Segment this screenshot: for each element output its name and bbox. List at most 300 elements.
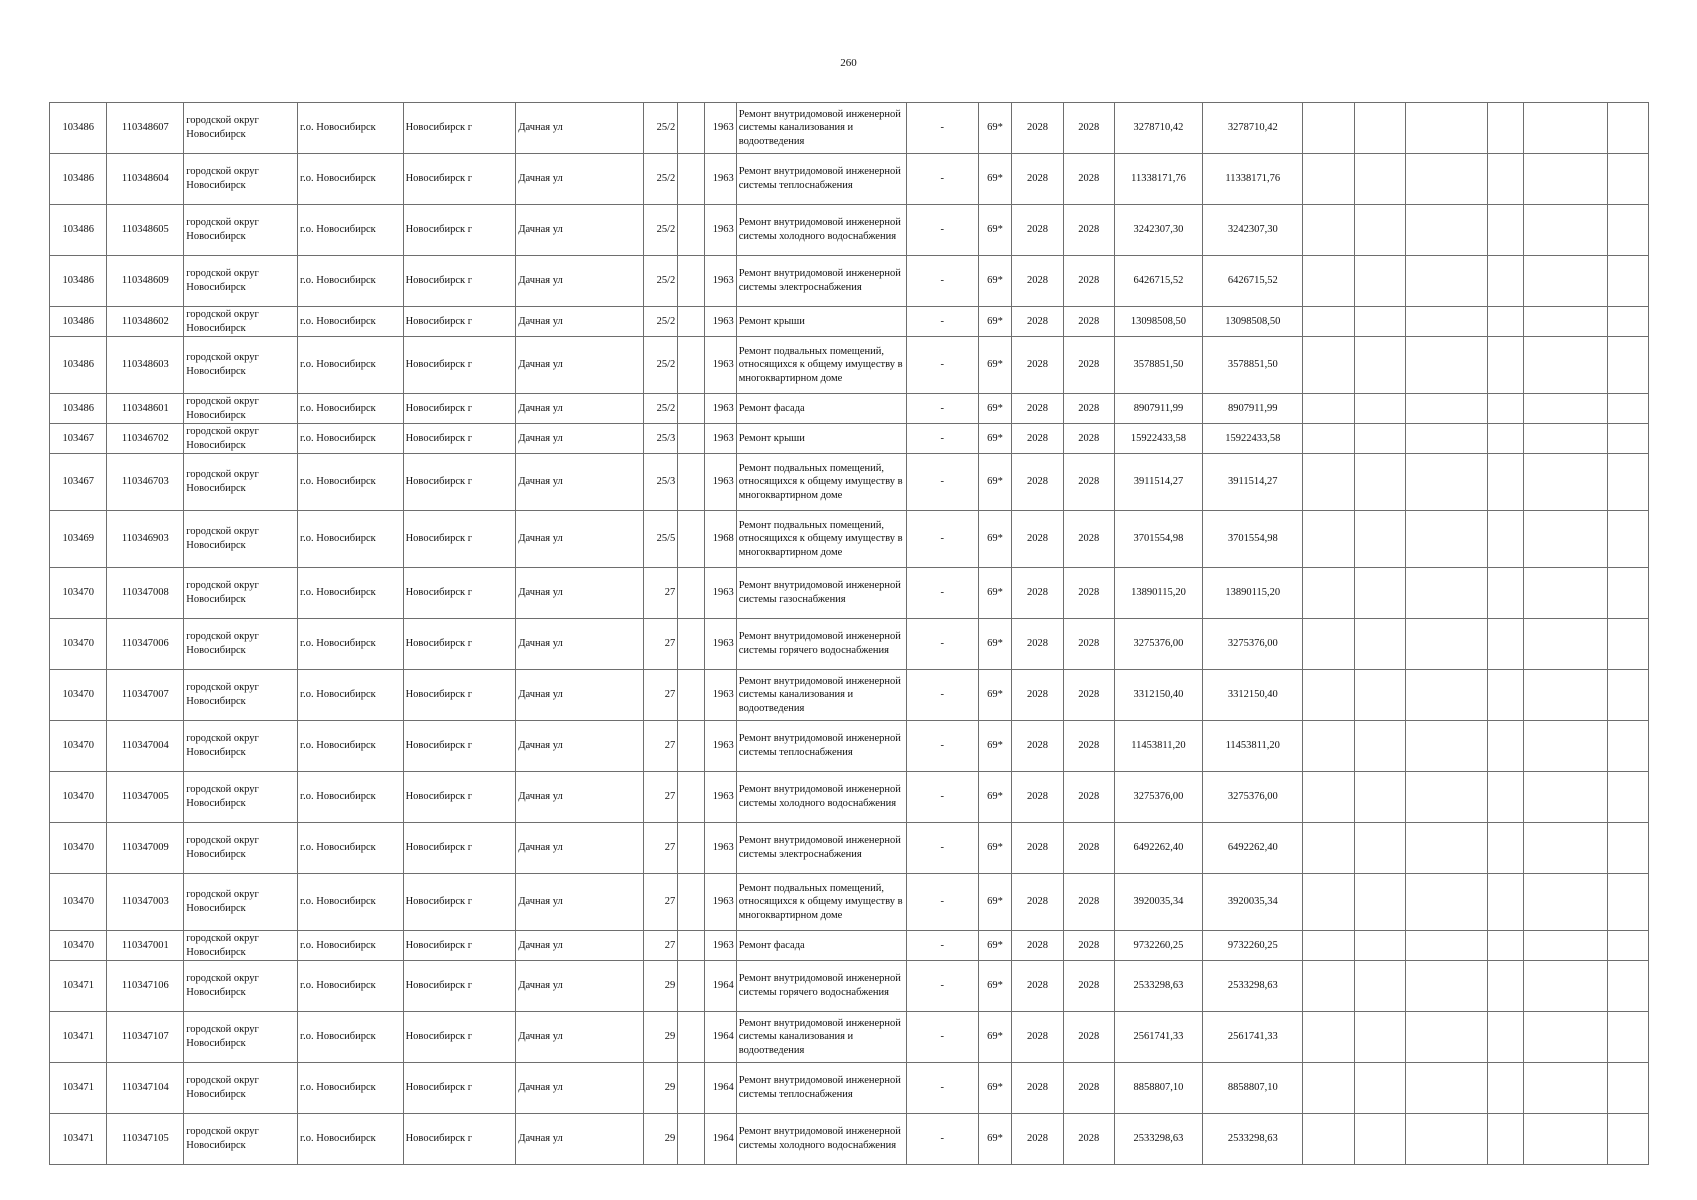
cell-code: 110347004 (107, 721, 184, 772)
cell-empty (1607, 511, 1648, 568)
cell-empty (1303, 961, 1354, 1012)
cell-empty (1607, 337, 1648, 394)
table-row (50, 1114, 1649, 1165)
cell-year-to: 2028 (1063, 931, 1114, 961)
cell-year-to: 2028 (1063, 454, 1114, 511)
cell-year-to: 2028 (1063, 670, 1114, 721)
cell-street: Дачная ул (516, 1012, 644, 1063)
cell-house: 27 (644, 931, 678, 961)
cell-code: 110347106 (107, 961, 184, 1012)
cell-house: 25/5 (644, 511, 678, 568)
cell-dash: - (906, 721, 978, 772)
cell-municipality: городской округ Новосибирск (184, 256, 298, 307)
cell-id: 103470 (50, 823, 107, 874)
cell-dash: - (906, 874, 978, 931)
cell-house: 25/2 (644, 307, 678, 337)
cell-locality: Новосибирск г (403, 931, 516, 961)
cell-extra (678, 454, 705, 511)
cell-pct: 69* (978, 931, 1012, 961)
cell-code: 110347107 (107, 1012, 184, 1063)
cell-locality: Новосибирск г (403, 1012, 516, 1063)
cell-empty (1303, 337, 1354, 394)
cell-pct: 69* (978, 394, 1012, 424)
cell-empty (1607, 568, 1648, 619)
cell-house: 29 (644, 1114, 678, 1165)
cell-dash: - (906, 394, 978, 424)
cell-empty (1523, 568, 1607, 619)
cell-municipality: городской округ Новосибирск (184, 874, 298, 931)
cell-empty (1354, 205, 1405, 256)
cell-empty (1487, 961, 1523, 1012)
cell-district: г.о. Новосибирск (298, 511, 404, 568)
table-row (50, 337, 1649, 394)
cell-year: 1963 (704, 874, 736, 931)
cell-empty (1487, 823, 1523, 874)
cell-empty (1487, 256, 1523, 307)
cell-municipality: городской округ Новосибирск (184, 307, 298, 337)
cell-empty (1523, 424, 1607, 454)
cell-cost-total: 8907911,99 (1203, 394, 1303, 424)
cell-year-from: 2028 (1012, 772, 1063, 823)
cell-year: 1963 (704, 424, 736, 454)
cell-house: 27 (644, 772, 678, 823)
cell-year: 1963 (704, 205, 736, 256)
cell-district: г.о. Новосибирск (298, 931, 404, 961)
cell-id: 103486 (50, 103, 107, 154)
cell-cost-total: 9732260,25 (1203, 931, 1303, 961)
cell-empty (1354, 337, 1405, 394)
cell-empty (1523, 1063, 1607, 1114)
cell-code: 110347003 (107, 874, 184, 931)
cell-year-from: 2028 (1012, 103, 1063, 154)
cell-year: 1963 (704, 154, 736, 205)
cell-street: Дачная ул (516, 772, 644, 823)
cell-year-from: 2028 (1012, 205, 1063, 256)
cell-empty (1607, 931, 1648, 961)
cell-cost: 3920035,34 (1114, 874, 1202, 931)
cell-street: Дачная ул (516, 337, 644, 394)
cell-work: Ремонт внутридомовой инженерной системы горячего водоснабжения (736, 961, 906, 1012)
cell-cost: 8907911,99 (1114, 394, 1202, 424)
cell-year-to: 2028 (1063, 1063, 1114, 1114)
cell-empty (1405, 874, 1487, 931)
cell-extra (678, 961, 705, 1012)
cell-house: 25/3 (644, 424, 678, 454)
cell-pct: 69* (978, 337, 1012, 394)
cell-year-from: 2028 (1012, 424, 1063, 454)
cell-code: 110347001 (107, 931, 184, 961)
cell-pct: 69* (978, 619, 1012, 670)
cell-pct: 69* (978, 1114, 1012, 1165)
cell-year-from: 2028 (1012, 670, 1063, 721)
cell-empty (1354, 1012, 1405, 1063)
cell-municipality: городской округ Новосибирск (184, 568, 298, 619)
cell-code: 110347008 (107, 568, 184, 619)
cell-cost-total: 2533298,63 (1203, 1114, 1303, 1165)
cell-locality: Новосибирск г (403, 1063, 516, 1114)
cell-year-to: 2028 (1063, 103, 1114, 154)
cell-municipality: городской округ Новосибирск (184, 154, 298, 205)
cell-empty (1303, 1114, 1354, 1165)
cell-district: г.о. Новосибирск (298, 721, 404, 772)
cell-house: 27 (644, 619, 678, 670)
cell-empty (1354, 670, 1405, 721)
cell-empty (1405, 931, 1487, 961)
cell-locality: Новосибирск г (403, 205, 516, 256)
cell-id: 103486 (50, 337, 107, 394)
cell-pct: 69* (978, 568, 1012, 619)
table-row (50, 103, 1649, 154)
cell-empty (1487, 307, 1523, 337)
cell-empty (1354, 103, 1405, 154)
cell-district: г.о. Новосибирск (298, 568, 404, 619)
cell-empty (1405, 568, 1487, 619)
cell-district: г.о. Новосибирск (298, 1012, 404, 1063)
cell-cost: 2533298,63 (1114, 1114, 1202, 1165)
cell-empty (1607, 424, 1648, 454)
cell-empty (1607, 256, 1648, 307)
cell-empty (1303, 256, 1354, 307)
cell-municipality: городской округ Новосибирск (184, 721, 298, 772)
cell-cost-total: 3275376,00 (1203, 772, 1303, 823)
cell-work: Ремонт внутридомовой инженерной системы теплоснабжения (736, 154, 906, 205)
cell-pct: 69* (978, 772, 1012, 823)
cell-empty (1487, 103, 1523, 154)
cell-id: 103471 (50, 1114, 107, 1165)
cell-district: г.о. Новосибирск (298, 874, 404, 931)
cell-house: 25/2 (644, 256, 678, 307)
table-row (50, 256, 1649, 307)
cell-street: Дачная ул (516, 511, 644, 568)
cell-house: 29 (644, 1063, 678, 1114)
cell-empty (1354, 154, 1405, 205)
cell-id: 103469 (50, 511, 107, 568)
cell-empty (1405, 337, 1487, 394)
cell-cost: 3275376,00 (1114, 619, 1202, 670)
cell-id: 103471 (50, 961, 107, 1012)
cell-empty (1523, 454, 1607, 511)
cell-street: Дачная ул (516, 394, 644, 424)
cell-extra (678, 337, 705, 394)
cell-empty (1607, 394, 1648, 424)
cell-work: Ремонт внутридомовой инженерной системы теплоснабжения (736, 721, 906, 772)
cell-district: г.о. Новосибирск (298, 1114, 404, 1165)
cell-work: Ремонт внутридомовой инженерной системы канализования и водоотведения (736, 1012, 906, 1063)
cell-empty (1354, 721, 1405, 772)
cell-municipality: городской округ Новосибирск (184, 823, 298, 874)
cell-empty (1354, 874, 1405, 931)
cell-code: 110346702 (107, 424, 184, 454)
table-row (50, 772, 1649, 823)
cell-empty (1354, 256, 1405, 307)
cell-year: 1964 (704, 1063, 736, 1114)
table-row (50, 511, 1649, 568)
cell-dash: - (906, 619, 978, 670)
cell-locality: Новосибирск г (403, 307, 516, 337)
cell-empty (1303, 568, 1354, 619)
cell-district: г.о. Новосибирск (298, 154, 404, 205)
cell-empty (1523, 394, 1607, 424)
cell-empty (1303, 772, 1354, 823)
cell-street: Дачная ул (516, 568, 644, 619)
cell-empty (1487, 205, 1523, 256)
cell-empty (1354, 1114, 1405, 1165)
cell-locality: Новосибирск г (403, 256, 516, 307)
cell-empty (1303, 307, 1354, 337)
cell-empty (1523, 823, 1607, 874)
cell-id: 103486 (50, 307, 107, 337)
cell-empty (1303, 931, 1354, 961)
table-row (50, 961, 1649, 1012)
cell-street: Дачная ул (516, 670, 644, 721)
cell-district: г.о. Новосибирск (298, 823, 404, 874)
cell-pct: 69* (978, 1012, 1012, 1063)
cell-pct: 69* (978, 823, 1012, 874)
cell-year-to: 2028 (1063, 721, 1114, 772)
cell-cost-total: 6492262,40 (1203, 823, 1303, 874)
table-row (50, 1012, 1649, 1063)
cell-code: 110348602 (107, 307, 184, 337)
cell-code: 110347006 (107, 619, 184, 670)
cell-house: 27 (644, 874, 678, 931)
cell-year-from: 2028 (1012, 619, 1063, 670)
cell-cost: 11338171,76 (1114, 154, 1202, 205)
cell-id: 103470 (50, 931, 107, 961)
cell-house: 25/2 (644, 154, 678, 205)
table-row (50, 424, 1649, 454)
cell-empty (1303, 154, 1354, 205)
cell-locality: Новосибирск г (403, 568, 516, 619)
cell-empty (1523, 670, 1607, 721)
cell-empty (1303, 1063, 1354, 1114)
cell-empty (1607, 772, 1648, 823)
cell-empty (1405, 307, 1487, 337)
cell-extra (678, 772, 705, 823)
cell-empty (1405, 1114, 1487, 1165)
cell-empty (1523, 511, 1607, 568)
cell-year: 1963 (704, 931, 736, 961)
cell-street: Дачная ул (516, 103, 644, 154)
cell-cost: 3312150,40 (1114, 670, 1202, 721)
cell-year-to: 2028 (1063, 394, 1114, 424)
cell-empty (1405, 154, 1487, 205)
cell-empty (1607, 103, 1648, 154)
cell-pct: 69* (978, 454, 1012, 511)
cell-year: 1963 (704, 670, 736, 721)
cell-work: Ремонт фасада (736, 931, 906, 961)
cell-extra (678, 154, 705, 205)
cell-cost-total: 2561741,33 (1203, 1012, 1303, 1063)
cell-dash: - (906, 454, 978, 511)
cell-empty (1303, 103, 1354, 154)
cell-house: 25/2 (644, 337, 678, 394)
cell-empty (1487, 874, 1523, 931)
cell-year: 1963 (704, 568, 736, 619)
cell-municipality: городской округ Новосибирск (184, 931, 298, 961)
cell-empty (1607, 307, 1648, 337)
cell-locality: Новосибирск г (403, 511, 516, 568)
cell-year: 1963 (704, 103, 736, 154)
cell-street: Дачная ул (516, 1114, 644, 1165)
cell-dash: - (906, 823, 978, 874)
cell-cost: 8858807,10 (1114, 1063, 1202, 1114)
cell-empty (1405, 1012, 1487, 1063)
cell-work: Ремонт подвальных помещений, относящихся к общему имуществу в многоквартирном доме (736, 454, 906, 511)
cell-empty (1523, 307, 1607, 337)
cell-code: 110348607 (107, 103, 184, 154)
cell-empty (1523, 874, 1607, 931)
cell-empty (1405, 256, 1487, 307)
cell-dash: - (906, 154, 978, 205)
cell-extra (678, 670, 705, 721)
cell-house: 25/3 (644, 454, 678, 511)
cell-pct: 69* (978, 205, 1012, 256)
cell-work: Ремонт внутридомовой инженерной системы холодного водоснабжения (736, 1114, 906, 1165)
cell-empty (1487, 931, 1523, 961)
cell-year-to: 2028 (1063, 154, 1114, 205)
cell-empty (1487, 394, 1523, 424)
cell-work: Ремонт подвальных помещений, относящихся к общему имуществу в многоквартирном доме (736, 511, 906, 568)
cell-year: 1963 (704, 337, 736, 394)
cell-municipality: городской округ Новосибирск (184, 337, 298, 394)
cell-year-from: 2028 (1012, 307, 1063, 337)
cell-empty (1405, 721, 1487, 772)
cell-pct: 69* (978, 103, 1012, 154)
cell-municipality: городской округ Новосибирск (184, 1012, 298, 1063)
cell-work: Ремонт внутридомовой инженерной системы горячего водоснабжения (736, 619, 906, 670)
cell-extra (678, 1063, 705, 1114)
cell-cost: 2561741,33 (1114, 1012, 1202, 1063)
cell-year: 1964 (704, 961, 736, 1012)
cell-extra (678, 874, 705, 931)
cell-municipality: городской округ Новосибирск (184, 205, 298, 256)
cell-house: 29 (644, 1012, 678, 1063)
cell-empty (1523, 931, 1607, 961)
cell-cost: 9732260,25 (1114, 931, 1202, 961)
cell-empty (1523, 1012, 1607, 1063)
cell-year-to: 2028 (1063, 511, 1114, 568)
cell-empty (1487, 1114, 1523, 1165)
cell-empty (1303, 1012, 1354, 1063)
cell-empty (1405, 205, 1487, 256)
cell-empty (1354, 511, 1405, 568)
cell-empty (1303, 394, 1354, 424)
cell-id: 103470 (50, 874, 107, 931)
table-row (50, 823, 1649, 874)
cell-locality: Новосибирск г (403, 454, 516, 511)
cell-empty (1405, 424, 1487, 454)
cell-id: 103470 (50, 619, 107, 670)
cell-year-to: 2028 (1063, 874, 1114, 931)
table-row (50, 154, 1649, 205)
cell-street: Дачная ул (516, 1063, 644, 1114)
cell-year-from: 2028 (1012, 1012, 1063, 1063)
cell-empty (1405, 619, 1487, 670)
cell-cost: 15922433,58 (1114, 424, 1202, 454)
cell-district: г.о. Новосибирск (298, 772, 404, 823)
cell-year-to: 2028 (1063, 568, 1114, 619)
cell-year: 1963 (704, 256, 736, 307)
cell-id: 103467 (50, 424, 107, 454)
cell-empty (1354, 424, 1405, 454)
cell-cost: 6492262,40 (1114, 823, 1202, 874)
cell-street: Дачная ул (516, 721, 644, 772)
cell-street: Дачная ул (516, 619, 644, 670)
cell-empty (1607, 961, 1648, 1012)
cell-empty (1487, 1063, 1523, 1114)
cell-empty (1607, 205, 1648, 256)
cell-year: 1963 (704, 772, 736, 823)
cell-street: Дачная ул (516, 307, 644, 337)
cell-extra (678, 1114, 705, 1165)
cell-cost: 6426715,52 (1114, 256, 1202, 307)
cell-id: 103486 (50, 256, 107, 307)
cell-empty (1487, 619, 1523, 670)
cell-municipality: городской округ Новосибирск (184, 424, 298, 454)
cell-empty (1405, 823, 1487, 874)
cell-cost: 3278710,42 (1114, 103, 1202, 154)
cell-empty (1354, 961, 1405, 1012)
cell-district: г.о. Новосибирск (298, 619, 404, 670)
cell-empty (1607, 619, 1648, 670)
cell-empty (1523, 721, 1607, 772)
cell-year-from: 2028 (1012, 874, 1063, 931)
cell-extra (678, 931, 705, 961)
cell-pct: 69* (978, 154, 1012, 205)
cell-dash: - (906, 424, 978, 454)
cell-pct: 69* (978, 670, 1012, 721)
cell-cost-total: 3920035,34 (1203, 874, 1303, 931)
cell-empty (1487, 454, 1523, 511)
cell-cost: 3242307,30 (1114, 205, 1202, 256)
cell-district: г.о. Новосибирск (298, 205, 404, 256)
cell-extra (678, 205, 705, 256)
cell-empty (1354, 823, 1405, 874)
cell-year-from: 2028 (1012, 394, 1063, 424)
table-row (50, 568, 1649, 619)
cell-empty (1523, 103, 1607, 154)
cell-municipality: городской округ Новосибирск (184, 103, 298, 154)
cell-year-to: 2028 (1063, 337, 1114, 394)
cell-id: 103470 (50, 568, 107, 619)
cell-cost-total: 3275376,00 (1203, 619, 1303, 670)
cell-empty (1303, 424, 1354, 454)
cell-empty (1523, 619, 1607, 670)
cell-work: Ремонт внутридомовой инженерной системы холодного водоснабжения (736, 205, 906, 256)
cell-code: 110348604 (107, 154, 184, 205)
cell-year-to: 2028 (1063, 307, 1114, 337)
cell-locality: Новосибирск г (403, 619, 516, 670)
cell-work: Ремонт внутридомовой инженерной системы холодного водоснабжения (736, 772, 906, 823)
cell-municipality: городской округ Новосибирск (184, 1063, 298, 1114)
cell-id: 103470 (50, 670, 107, 721)
cell-house: 27 (644, 670, 678, 721)
table-body (50, 103, 1649, 1165)
cell-empty (1303, 454, 1354, 511)
cell-code: 110347009 (107, 823, 184, 874)
cell-year-to: 2028 (1063, 961, 1114, 1012)
cell-year-to: 2028 (1063, 619, 1114, 670)
cell-dash: - (906, 307, 978, 337)
cell-pct: 69* (978, 511, 1012, 568)
cell-dash: - (906, 511, 978, 568)
cell-locality: Новосибирск г (403, 394, 516, 424)
cell-year-from: 2028 (1012, 1114, 1063, 1165)
cell-year-to: 2028 (1063, 424, 1114, 454)
cell-empty (1523, 961, 1607, 1012)
cell-work: Ремонт крыши (736, 307, 906, 337)
cell-year: 1963 (704, 307, 736, 337)
